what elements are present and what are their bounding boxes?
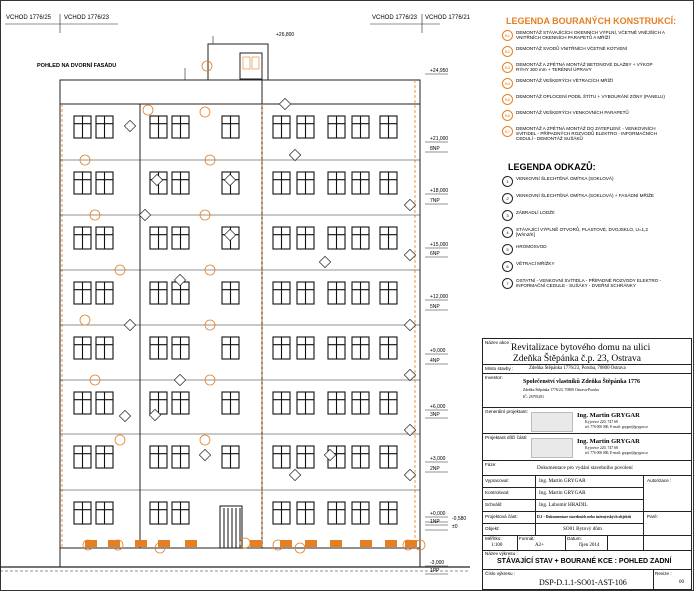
window <box>328 392 345 414</box>
part-designer-contact: tel. 776 000 000, E-mail: grygar@grygar.cz <box>585 451 648 455</box>
legend-text: VENKOVNÍ ŠLECHTĚNÁ OMÍTKA (SOKLOVÁ) + FASÁDNÍ MŘÍŽE <box>516 193 654 198</box>
tag-vchod-4: VCHOD 1776/21 <box>425 15 471 21</box>
author-label: Vypracoval: <box>485 478 509 483</box>
window <box>74 227 91 249</box>
reference-marker <box>119 410 130 421</box>
part: D.1 - Dokumentace stavebních nebo inženýrských objektů <box>537 515 631 519</box>
reference-marker <box>224 174 235 185</box>
project-label: Název akce : <box>485 340 512 345</box>
gen-designer-stamp <box>531 412 573 432</box>
window <box>222 282 239 304</box>
window <box>74 446 91 468</box>
level-label: 2NP <box>430 466 440 472</box>
window <box>352 282 369 304</box>
reference-legend <box>500 160 690 310</box>
location: Zdeňka Štěpánka 1776/23, Poruba, 70800 Ostrava <box>529 366 626 371</box>
approved: Ing. Lubomír HRADIL <box>539 502 588 508</box>
window <box>380 337 397 359</box>
window <box>150 116 167 138</box>
level-label: 1PP <box>430 568 440 574</box>
demolition-code-badge: B7 <box>502 126 513 137</box>
level-label: +21,000 <box>430 136 449 142</box>
basement-window <box>360 540 372 547</box>
checked-label: Kontroloval: <box>485 490 510 495</box>
level-label: 4NP <box>430 358 440 364</box>
level-label: 1NP <box>430 519 440 525</box>
reference-marker <box>404 249 415 260</box>
window <box>297 337 314 359</box>
part-designer-name: Ing. Martin GRYGAR <box>577 438 640 445</box>
reference-marker <box>289 149 300 160</box>
window <box>273 282 290 304</box>
reference-marker <box>199 449 210 460</box>
reference-marker <box>404 469 415 480</box>
reference-code-badge: 3 <box>502 210 513 221</box>
window <box>297 172 314 194</box>
window <box>352 446 369 468</box>
window <box>150 446 167 468</box>
window <box>380 227 397 249</box>
window <box>96 337 113 359</box>
window <box>380 172 397 194</box>
reference-marker <box>151 174 162 185</box>
basement-window <box>330 540 342 547</box>
tag-vchod-1: VCHOD 1776/25 <box>6 15 52 21</box>
window <box>352 392 369 414</box>
demolition-code-badge: B6 <box>502 110 513 121</box>
authorization-label: Autorizace : <box>647 478 672 483</box>
basement-window <box>385 540 397 547</box>
level-label: +18,000 <box>430 188 449 194</box>
window <box>380 502 397 524</box>
reference-marker <box>124 120 135 131</box>
legend-text: DEMONTÁŽ VEŠKERÝCH VENKOVNÍCH PARAPETŮ <box>516 110 629 115</box>
window <box>150 282 167 304</box>
window <box>74 282 91 304</box>
basement-window <box>135 540 147 547</box>
demolition-code-badge: B3 <box>502 62 513 73</box>
window <box>328 502 345 524</box>
window <box>222 116 239 138</box>
legend-text: ZÁBRADLÍ LODŽIÍ <box>516 210 555 215</box>
object: SO01 Bytový dům <box>563 526 602 532</box>
part-designer-label: Projektant dílčí části: <box>485 435 528 440</box>
demolition-marker <box>200 435 210 445</box>
window <box>150 227 167 249</box>
window <box>297 282 314 304</box>
reference-code-badge: 5 <box>502 244 513 255</box>
reference-marker <box>224 229 235 240</box>
project-name-1: Revitalizace bytového domu na ulici <box>511 343 651 353</box>
reference-marker <box>289 469 300 480</box>
basement-window <box>250 540 262 547</box>
phase: Dokumentace pro vydání stavebního povolení <box>537 465 633 471</box>
pare-label: Paré: <box>647 514 658 519</box>
window <box>273 446 290 468</box>
reference-marker <box>174 374 185 385</box>
window <box>273 337 290 359</box>
window <box>96 446 113 468</box>
window <box>352 502 369 524</box>
level-label: 7NP <box>430 198 440 204</box>
reference-marker <box>174 274 185 285</box>
scale: 1:100 <box>491 543 503 548</box>
legend-text: HROMOSVOD <box>516 244 547 249</box>
reference-legend-title: LEGENDA ODKAZŮ: <box>508 162 596 172</box>
window <box>74 502 91 524</box>
window <box>150 502 167 524</box>
revision-label: Revize : <box>655 571 672 576</box>
demolition-code-badge: B1 <box>502 30 513 41</box>
reference-marker <box>124 319 135 330</box>
window <box>150 392 167 414</box>
level-label: +6,000 <box>430 404 446 410</box>
legend-text: VĚTRACÍ MŘÍŽKY <box>516 261 555 266</box>
window <box>352 172 369 194</box>
window <box>222 446 239 468</box>
legend-text: DEMONTÁŽ VEŠKERÝCH VĚTRACÍCH MŘÍŽÍ <box>516 78 613 83</box>
level-label: -0,580 <box>452 516 467 522</box>
window <box>380 116 397 138</box>
drawing-number: DSP-D.1.1-SO01-AST-106 <box>539 578 627 587</box>
level-label: +3,000 <box>430 456 446 462</box>
window <box>273 116 290 138</box>
window <box>74 392 91 414</box>
window <box>328 116 345 138</box>
drawing-title: STÁVAJÍCÍ STAV + BOURANÉ KCE : POHLED ZADNÍ <box>497 558 672 565</box>
window <box>328 282 345 304</box>
level-label: 8NP <box>430 146 440 152</box>
window <box>352 116 369 138</box>
view-label: POHLED NA DVORNÍ FASÁDU <box>37 63 117 69</box>
top-height-label: +26,800 <box>276 32 295 38</box>
legend-text: DEMONTÁŽ STÁVAJÍCÍCH OKENNÍCH VÝPLNÍ, VČETNĚ VNĚJŠÍCH A VNITŘNÍCH OKENNÍCH PARAPETŮ A MŘÍŽÍ <box>516 30 665 41</box>
scale-label: Měřítko: <box>485 536 502 541</box>
investor-name: Společenství vlastníků Zdeňka Štěpánka 1776 <box>523 379 641 385</box>
window <box>96 392 113 414</box>
floor-lines <box>60 160 420 490</box>
level-label: +24,950 <box>430 68 449 74</box>
window <box>96 172 113 194</box>
window <box>352 337 369 359</box>
window <box>172 116 189 138</box>
demolition-marker <box>115 435 125 445</box>
demolition-marker <box>202 61 212 71</box>
date: říjen 2014 <box>579 543 600 548</box>
tag-vchod-3: VCHOD 1776/23 <box>372 15 418 21</box>
window <box>74 116 91 138</box>
window <box>96 502 113 524</box>
window <box>172 502 189 524</box>
revision: 00 <box>679 580 684 585</box>
window <box>380 392 397 414</box>
window <box>74 337 91 359</box>
legend-text: DEMONTÁŽ A ZPĚTNÁ MONTÁŽ DO ZATEPLENÍ: - VENKOVNÍCH SVÍTIDEL - PŘÍPADNÝCH ROZVODŮ ELEKTRO - INFORMAČNÍCH CEDULÍ - DEMONTÁŽ SUŠÁKŮ <box>516 126 657 142</box>
demolition-code-badge: B2 <box>502 46 513 57</box>
phase-label: Fáze: <box>485 462 497 467</box>
part-designer-stamp <box>531 438 573 458</box>
legend-text: STÁVAJÍCÍ VÝPLNĚ OTVORŮ, PLASTOVÉ, DVOJSKLO, U=1,2 [W/m2/K] <box>516 227 648 238</box>
reference-code-badge: 1 <box>502 176 513 187</box>
investor-addr: Zdeňka Štěpánka 1776/23, 70800 Ostrava-Poruba <box>523 388 599 392</box>
approved-label: Schválil: <box>485 502 503 507</box>
format: A2+ <box>535 543 544 548</box>
window <box>328 337 345 359</box>
demolition-code-badge: B4 <box>502 78 513 89</box>
window <box>222 392 239 414</box>
callout-markers <box>80 61 425 553</box>
window <box>273 502 290 524</box>
gen-designer-contact: tel. 776 000 000, E-mail: grygar@grygar.cz <box>585 425 648 429</box>
gen-designer-name: Ing. Martin GRYGAR <box>577 412 640 419</box>
level-label: -3,000 <box>430 560 445 566</box>
window <box>96 116 113 138</box>
windows <box>74 116 397 524</box>
reference-marker <box>404 369 415 380</box>
demolition-code-badge: B5 <box>502 94 513 105</box>
reference-marker <box>139 209 150 220</box>
format-label: Formát: <box>519 536 535 541</box>
level-label: +0,000 <box>430 511 446 517</box>
window <box>380 282 397 304</box>
basement-window <box>185 540 197 547</box>
window <box>273 392 290 414</box>
level-label: +15,000 <box>430 242 449 248</box>
level-label: ±0 <box>452 524 458 530</box>
window <box>352 227 369 249</box>
reference-code-badge: 7 <box>502 278 513 289</box>
window <box>74 172 91 194</box>
window <box>297 227 314 249</box>
window <box>172 337 189 359</box>
basement-window <box>108 540 120 547</box>
demolition-marker <box>200 107 210 117</box>
level-label: +9,000 <box>430 348 446 354</box>
demolition-legend <box>500 14 690 154</box>
window <box>297 446 314 468</box>
drawing-label: Název výkresu : <box>485 551 518 556</box>
reference-code-badge: 2 <box>502 193 513 204</box>
building-outline <box>60 44 420 567</box>
legend-text: VENKOVNÍ ŠLECHTĚNÁ OMÍTKA (SOKLOVÁ) <box>516 176 614 181</box>
level-label: 6NP <box>430 251 440 257</box>
number-label: Číslo výkresu : <box>485 571 516 576</box>
window <box>172 172 189 194</box>
window <box>150 337 167 359</box>
basement-window <box>305 540 317 547</box>
reference-marker <box>279 98 290 109</box>
author: Ing. Martin GRYGAR <box>539 478 586 484</box>
reference-marker <box>404 199 415 210</box>
legend-text: DEMONTÁŽ A ZPĚTNÁ MONTÁŽ BETONOVÉ DLAŽBY + VÝKOP RÝHY 300 mm + TERÉNNÍ ÚPRAVY <box>516 62 653 73</box>
basement-window <box>280 540 292 547</box>
window <box>297 502 314 524</box>
window <box>273 227 290 249</box>
demolition-marker <box>143 105 153 115</box>
roof-details <box>185 36 259 80</box>
basement-window <box>158 540 170 547</box>
checked: Ing. Martin GRYGAR <box>539 490 586 496</box>
reference-code-badge: 6 <box>502 261 513 272</box>
project-name-2: Zdeňka Štěpánka č.p. 23, Ostrava <box>513 354 641 364</box>
window <box>297 116 314 138</box>
entrance-door <box>220 506 242 548</box>
window <box>96 282 113 304</box>
location-label: Místo stavby : <box>485 366 514 371</box>
window <box>380 446 397 468</box>
window <box>297 392 314 414</box>
reference-marker <box>319 256 330 267</box>
demolition-legend-title: LEGENDA BOURANÝCH KONSTRUKCÍ: <box>506 16 677 26</box>
window <box>172 392 189 414</box>
legend-text: DEMONTÁŽ SVODŮ VNITŘNÍCH VČETNĚ KOTVENÍ <box>516 46 628 51</box>
investor-label: Investor: <box>485 375 503 380</box>
legend-text: OSTATNÍ - VENKOVNÍ SVÍTIDLA - PŘÍPADNÉ ROZVODY ELEKTRO - INFORMAČNÍ CEDULE - SUŠÁKY - DVEŘNÍ SCHRÁNKY <box>516 278 662 289</box>
basement-windows <box>85 540 417 547</box>
window <box>172 227 189 249</box>
date-label: Datum: <box>567 536 582 541</box>
window <box>222 337 239 359</box>
level-label: +12,000 <box>430 294 449 300</box>
demolition-marker <box>80 315 90 325</box>
object-label: Objekt: <box>485 526 500 531</box>
title-block <box>482 338 692 590</box>
gen-designer-label: Generální projektant: <box>485 409 528 414</box>
reference-marker <box>404 319 415 330</box>
level-label: 5NP <box>430 304 440 310</box>
window <box>328 172 345 194</box>
window <box>172 446 189 468</box>
part-label: Projektová část: <box>485 514 518 519</box>
tag-vchod-2: VCHOD 1776/23 <box>64 15 110 21</box>
investor-ic: IČ: 26795281 <box>523 395 544 399</box>
gen-designer-addr: Kyjovice 220, 747 68 <box>585 420 618 424</box>
part-designer-addr: Kyjovice 220, 747 68 <box>585 446 618 450</box>
window <box>328 227 345 249</box>
reference-marker <box>324 449 335 460</box>
level-label: 3NP <box>430 412 440 418</box>
legend-text: DEMONTÁŽ OPLOCENÍ PODÍL ŠTÍTU + VYBOURÁNÍ ZÓNY (PANELU) <box>516 94 665 99</box>
window <box>273 172 290 194</box>
window <box>96 227 113 249</box>
reference-code-badge: 4 <box>502 227 513 238</box>
demolition-boundary <box>62 80 415 548</box>
